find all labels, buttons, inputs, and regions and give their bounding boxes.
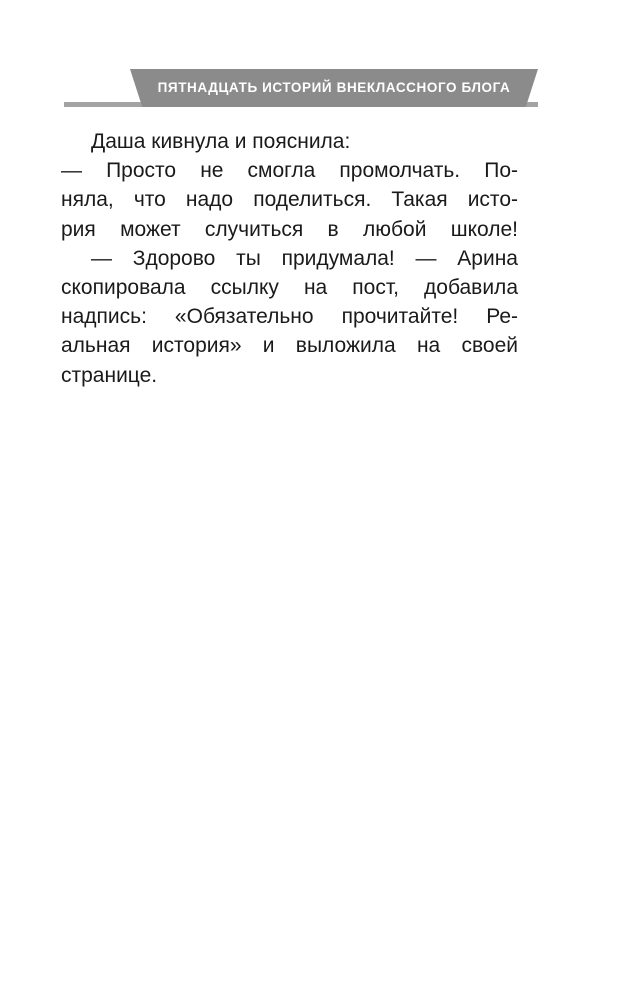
text-line: скопировала ссылку на пост, добавила [61, 275, 518, 299]
text-line: Даша кивнула и пояснила: [91, 130, 351, 153]
text-line: странице. [61, 363, 158, 387]
text-line: альная история» и выложила на своей [61, 334, 518, 358]
body-text [61, 127, 518, 390]
text-line: — Просто не смогла промолчать. По- [61, 159, 518, 183]
text-line: — Здорово ты придумала! — Арина [91, 246, 518, 270]
running-header [64, 69, 538, 109]
text-line: надпись: «Обязательно прочитайте! Ре- [61, 305, 518, 329]
text-line: няла, что надо поделиться. Такая исто- [61, 188, 518, 212]
text-line: рия может случиться в любой школе! [61, 217, 518, 241]
header-title: ПЯТНАДЦАТЬ ИСТОРИЙ ВНЕКЛАССНОГО БЛОГА [157, 80, 511, 95]
